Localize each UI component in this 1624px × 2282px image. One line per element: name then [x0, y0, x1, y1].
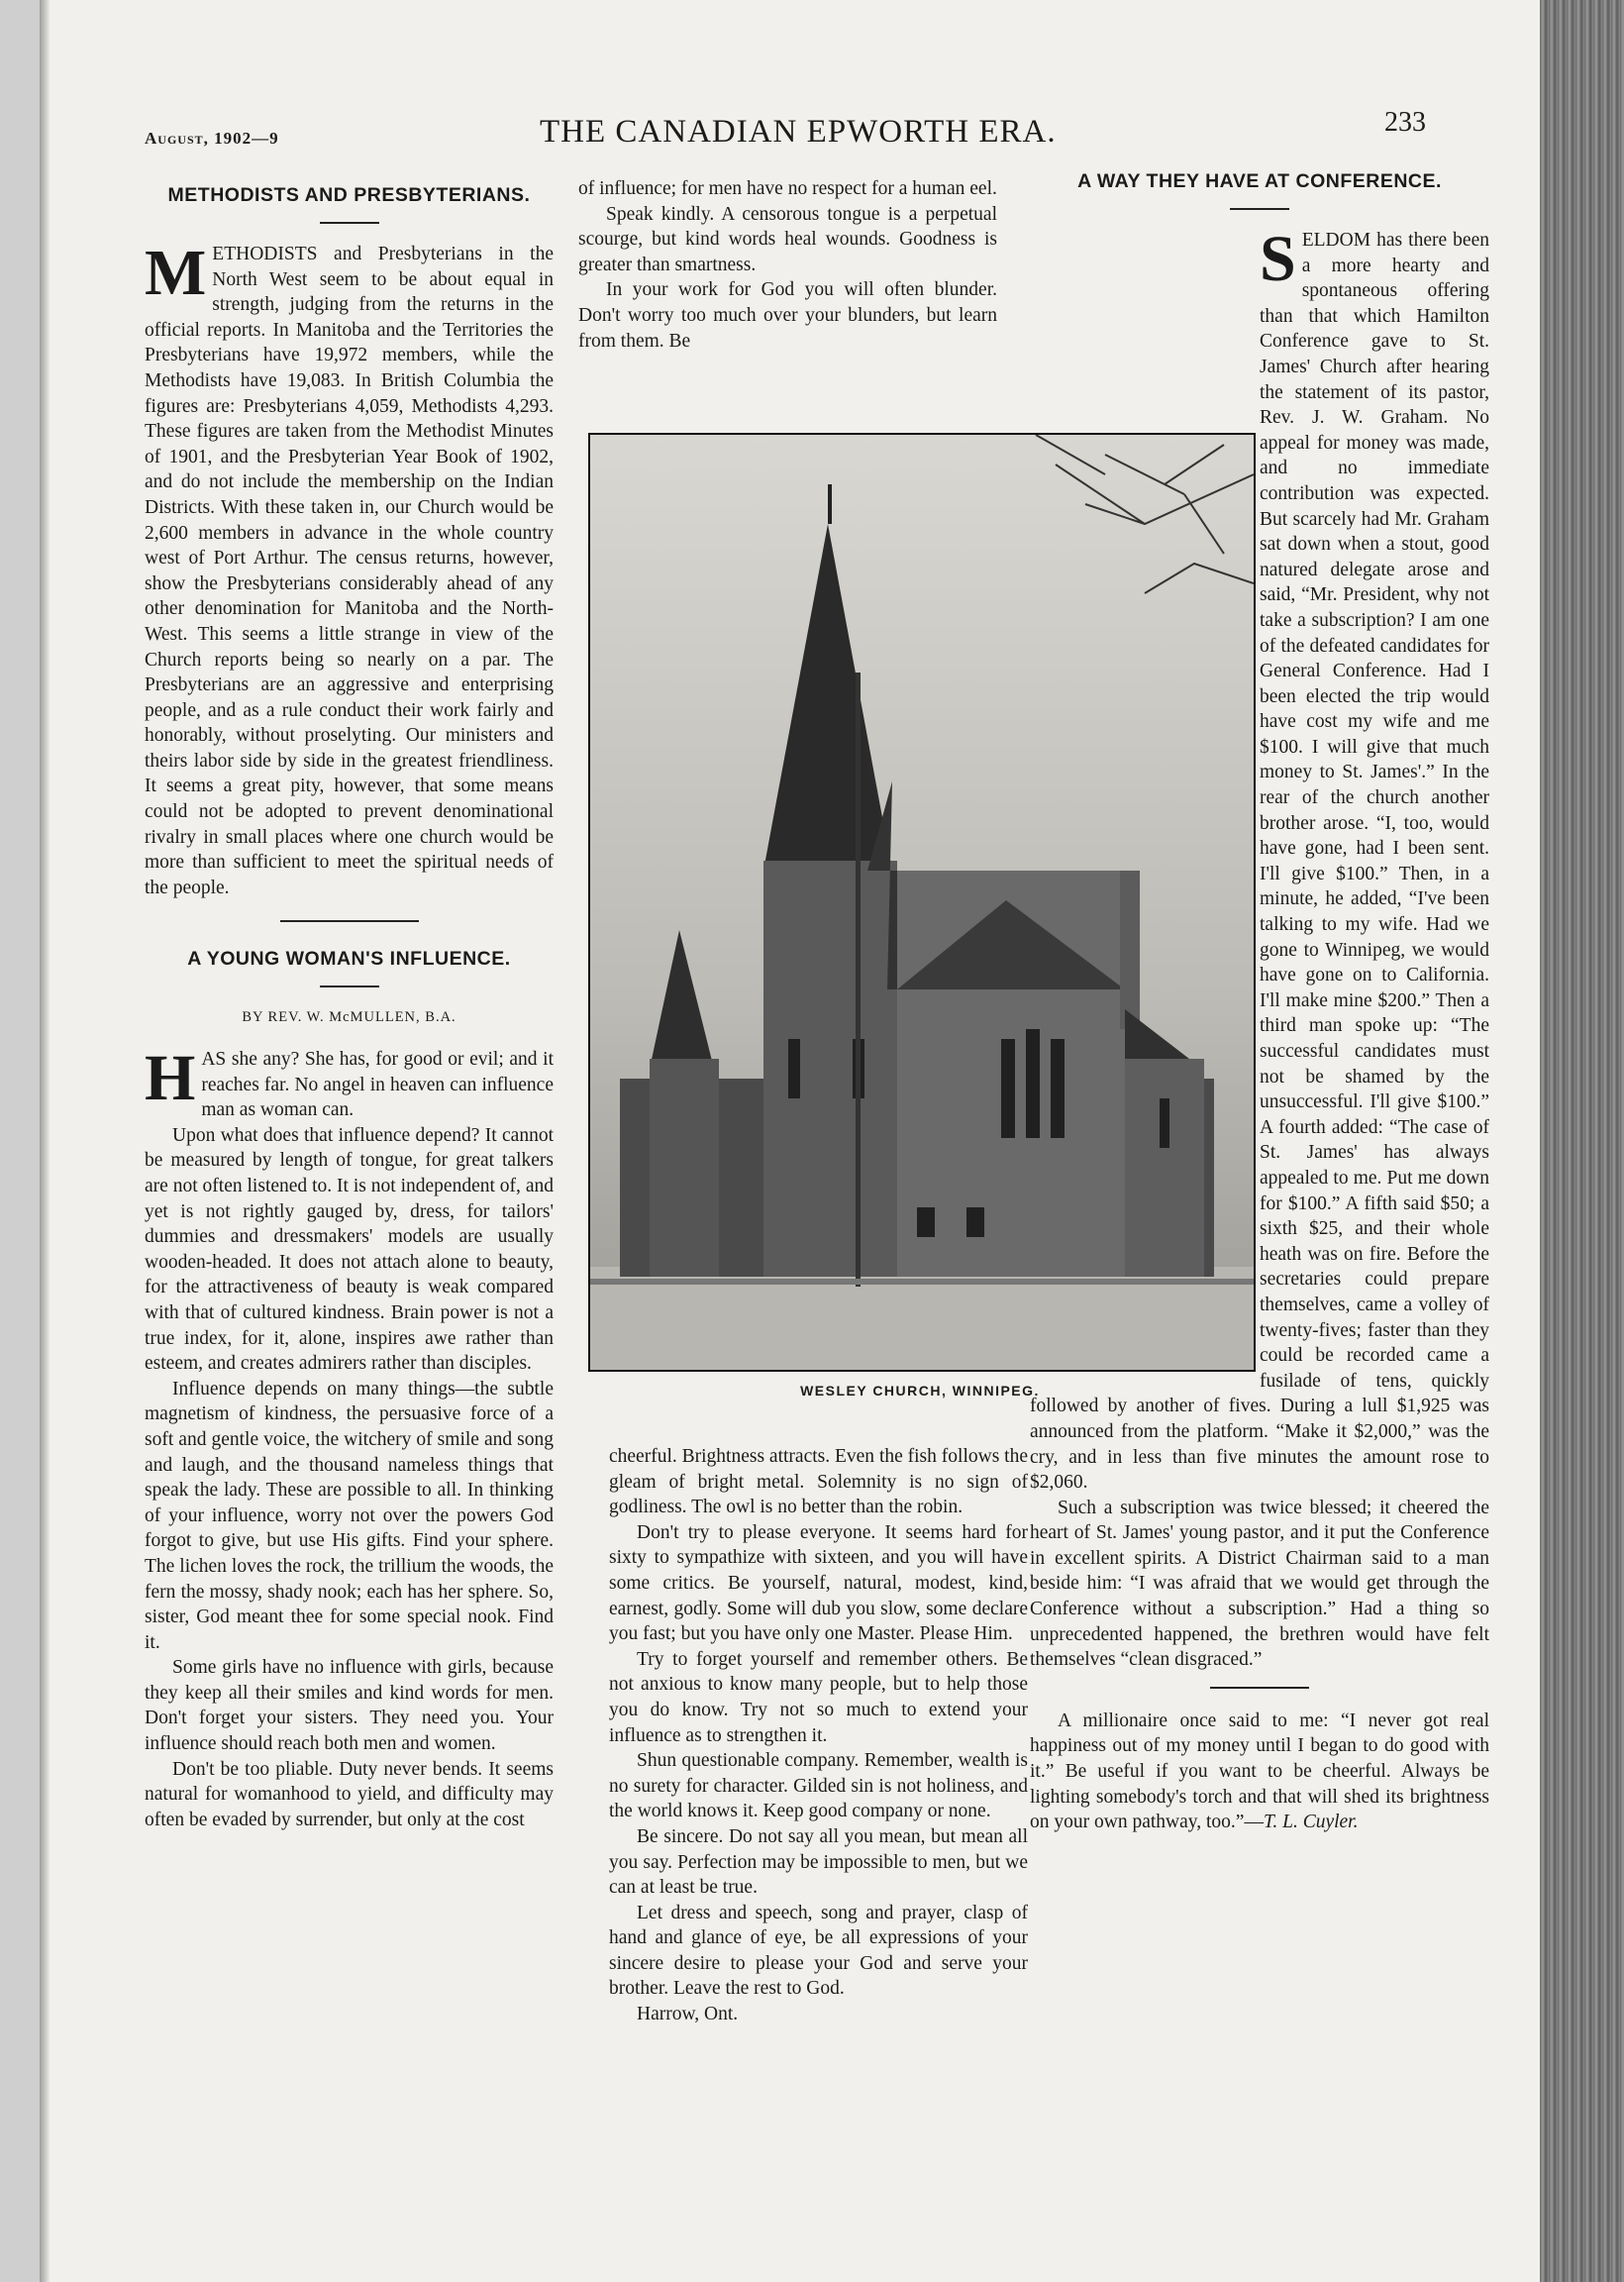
- paragraph: Let dress and speech, song and prayer, clasp of hand and glance of eye, be all expressions of your sincere desire to please your God and serve your brother. Leave the rest to God.: [609, 1902, 1028, 2000]
- paragraph: Don't try to please everyone. It seems hard for sixty to sympathize with sixteen, and you will have some critics. Be yourself, natural, modest, kind, earnest, godly. Some will dub you slow, some declare you fast; but you have only one Master. Please Him.: [609, 1521, 1028, 1645]
- dropcap-h: H: [145, 1042, 196, 1115]
- paragraph: Such a subscription was twice blessed; it cheered the heart of St. James' young pastor, and it put the Conference in excellent spirits. A District Chairman said to a man beside him: “I was afraid that we would get through the Conference without a subscription.” Had a thing so unprecedented happened, the brethren would have felt themselves “clean disgraced.”: [1030, 1497, 1489, 1671]
- publication-title: THE CANADIAN EPWORTH ERA.: [540, 114, 1057, 150]
- paragraph: Some girls have no influence with girls, because they keep all their smiles and kind words for men. Don't forget your sisters. They need you. Your influence should reach both men and women.: [145, 1657, 554, 1755]
- paragraph: Don't be too pliable. Duty never bends. It seems natural for womanhood to yield, and difficulty may often be evaded by surrender, but only at the cost: [145, 1758, 554, 1830]
- dropcap-s: S: [1260, 223, 1296, 295]
- article-title-methodists: METHODISTS AND PRESBYTERIANS.: [167, 184, 531, 206]
- column-middle-top: [578, 176, 997, 354]
- article-title-influence: A YOUNG WOMAN'S INFLUENCE.: [187, 948, 511, 971]
- paragraph: HAS she any? She has, for good or evil; and it reaches far. No angel in heaven can influence man as woman can.: [145, 1042, 554, 1121]
- page-number: 233: [1384, 107, 1426, 138]
- paragraph: Shun questionable company. Remember, wealth is no surety for character. Gilded sin is not holiness, and the world knows it. Keep good company or none.: [609, 1750, 1028, 1822]
- paragraph: Influence depends on many things—the subtle magnetism of kindness, the persuasive force of a soft and gentle voice, the witchery of smile and song and laugh, and the thousand nameless things that speak the lady. These are possible to all. In thinking of your influence, worry not over the powers God forgot to give, but use His gifts. Find your sphere. The lichen loves the rock, the trillium the woods, the fern the mossy, shady nook; each has her sphere. So, sister, God meant thee for some special nook. Find it.: [145, 1378, 554, 1653]
- binding-gutter: [40, 0, 50, 2282]
- title-rule: [320, 985, 379, 987]
- byline: BY REV. W. McMULLEN, B.A.: [242, 1009, 457, 1026]
- article-body-conference: SELDOM has there been a more hearty and spontaneous offering than that which Hamilton Conference gave to St. James' Church after hearing the statement of its pastor, Rev. J. W. Graham. No appeal for money was made, and no immediate contribution was expected. But scarcely had Mr. Graham sat down when a stout, good natured delegate arose and said, “Mr. President, why not take a subscription? I am one of the defeated candidates for General Conference. Had I been elected the trip would have cost my wife and me $100. I will give that much money to St. James'.” In the rear of the church another brother arose. “I, too, would have gone, had I been sent. I'll give $100.” Then, in a minute, he added, “I've been talking to my wife. Had we gone to Winnipeg, we would have gone on to California. I'll make mine $200.” Then a third man spoke up: “The successful candidates must not be shamed by the unsuccessful. I'll give $100.” A fourth added: “The case of St. James' has always appealed to me. Put me down for $100.” A fifth said $50; a sixth $25, and their whole heath was on fire. Before the secretaries could prepare themselves, came a volley of twenty-fives; faster than they could be recorded came a fusilade of tens, quickly followed by another of fives. During a lull $1,925 was announced from the platform. “Make it $2,000,” was the cry, and in less than five minutes the amount rose to $2,060.: [1030, 223, 1489, 1494]
- quote-attribution: T. L. Cuyler.: [1263, 1812, 1359, 1833]
- column-left: [145, 182, 554, 1832]
- paragraph: Try to forget yourself and remember others. Be not anxious to know many people, but to help those you do know. Try not so much to extend your influence as to strengthen it.: [609, 1648, 1028, 1746]
- paragraph: In your work for God you will often blunder. Don't worry too much over your blunders, but learn from them. Be: [578, 279, 997, 352]
- article-body-methodists: METHODISTS and Presbyterians in the North West seem to be about equal in strength, judging from the returns in the official reports. In Manitoba and the Territories the Presbyterians have 19,972 members, while the Methodists have 19,083. In British Columbia the figures are: Presbyterians 4,059, Methodists 4,293. These figures are taken from the Methodist Minutes of 1901, and the Presbyterian Year Book of 1902, and do not include the membership on the Indian Districts. With these taken in, our Church would be 2,600 members in advance in the whole country west of Port Arthur. The census returns, however, show the Presbyterians considerably ahead of any other denomination for Manitoba and the North-West. This seems a little strange in view of the Church reports being so nearly on a par. The Presbyterians are an aggressive and enterprising people, and as a rule conduct their work fairly and honorably, without proselyting. Our ministers and theirs labor side by side in the greatest friendliness. It seems a great pity, however, that some means could not be adopted to prevent denominational rivalry in small places where one church would be more than sufficient to meet the spiritual needs of the people.: [145, 237, 554, 898]
- paragraph: of influence; for men have no respect for a human eel.: [578, 178, 997, 199]
- signoff: Harrow, Ont.: [637, 2004, 739, 2025]
- column-right: [1030, 168, 1489, 1835]
- dropcap-m: M: [145, 237, 207, 309]
- title-rule: [1230, 208, 1289, 210]
- issue-date: August, 1902—9: [145, 129, 279, 148]
- paragraph: Upon what does that influence depend? It cannot be measured by length of tongue, for great talkers are not often listened to. It is not independent of, and yet is not rightly gauged by, dress, for tailors' dummies and dressmakers' models are usually wooden-headed. It does not attach alone to beauty, for the attractiveness of beauty is weak compared with that of cultured kindness. Brain power is not a true index, for it, alone, inspires awe rather than esteem, and creates admirers rather than disciples.: [145, 1124, 554, 1375]
- column-middle-bottom: [609, 1444, 1028, 2027]
- paragraph: Be sincere. Do not say all you mean, but mean all you say. Perfection may be impossible to men, but we can at least be true.: [609, 1825, 1028, 1899]
- title-rule: [320, 222, 379, 224]
- book-page-edges: [1540, 0, 1624, 2282]
- paragraph: cheerful. Brightness attracts. Even the fish follows the gleam of bright metal. Solemnity is no sign of godliness. The owl is no better than the robin.: [609, 1446, 1028, 1518]
- photo-wrap-space: [1030, 398, 1260, 1389]
- paragraph: Speak kindly. A censorous tongue is a perpetual scourge, but kind words heal wounds. Goodness is greater than smartness.: [578, 203, 997, 275]
- article-title-conference: A WAY THEY HAVE AT CONFERENCE.: [1077, 170, 1442, 192]
- section-divider: [280, 920, 419, 922]
- quote-paragraph: A millionaire once said to me: “I never got real happiness out of my money until I began to do good with it.” Be useful if you want to be cheerful. Always be lighting somebody's torch and that will shed its brightness on your own pathway, too.”—T. L. Cuyler.: [1030, 1710, 1489, 1833]
- section-divider: [1210, 1687, 1309, 1689]
- photo-caption: WESLEY CHURCH, WINNIPEG.: [800, 1383, 1040, 1399]
